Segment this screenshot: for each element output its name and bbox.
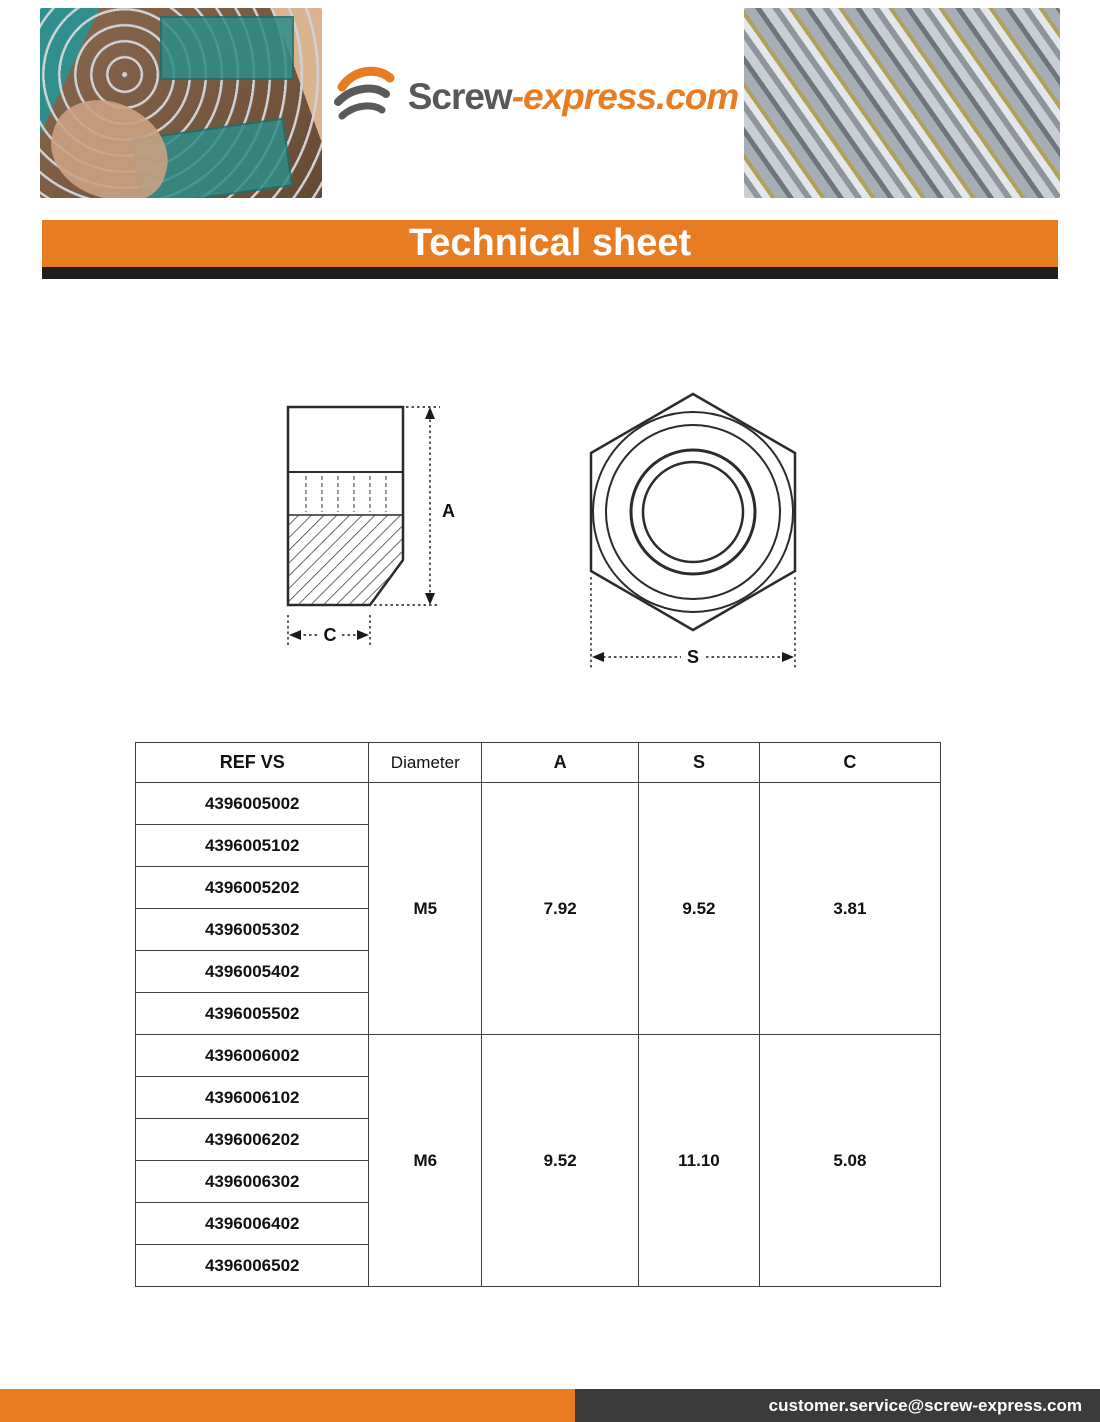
page-title: Technical sheet [408, 222, 692, 264]
ref-cell: 4396006302 [136, 1161, 369, 1203]
brand-name-primary: Screw [407, 75, 512, 117]
nut-top-view-drawing [543, 377, 843, 692]
ref-cell: 4396005302 [136, 909, 369, 951]
title-banner [42, 220, 1058, 267]
ref-cell: 4396005002 [136, 783, 369, 825]
photo-decoration [160, 16, 294, 80]
spec-table-wrap [135, 742, 941, 1287]
col-header-ref: REF VS [136, 743, 369, 783]
banner-underline-bar [42, 267, 1058, 279]
col-header-diameter: Diameter [369, 743, 482, 783]
screw-spiral-icon [328, 63, 400, 130]
c-value-m5: 3.81 [759, 783, 940, 1035]
col-header-a: A [482, 743, 639, 783]
a-value-m5: 7.92 [482, 783, 639, 1035]
header-photo-left [40, 8, 322, 198]
ref-cell: 4396006102 [136, 1077, 369, 1119]
table-header-row [136, 743, 941, 783]
dimension-label-s: S [686, 647, 699, 667]
s-value-m6: 11.10 [639, 1035, 760, 1287]
header-photo-right [744, 8, 1060, 198]
technical-drawings [0, 377, 1100, 692]
spec-table [135, 742, 941, 1287]
a-value-m6: 9.52 [482, 1035, 639, 1287]
brand-logo [322, 8, 744, 130]
col-header-s: S [639, 743, 760, 783]
table-row [136, 1035, 941, 1077]
brand-name-secondary: -express.com [511, 75, 739, 117]
ref-cell: 4396005502 [136, 993, 369, 1035]
diameter-cell-m5: M5 [369, 783, 482, 1035]
nut-side-view-drawing [258, 377, 488, 682]
ref-cell: 4396006002 [136, 1035, 369, 1077]
footer-contact-bar [575, 1389, 1100, 1422]
footer-orange-bar [0, 1389, 575, 1422]
diameter-cell-m6: M6 [369, 1035, 482, 1287]
dimension-label-a: A [441, 501, 455, 521]
ref-cell: 4396006402 [136, 1203, 369, 1245]
photo-decoration [40, 87, 182, 198]
page-footer [0, 1389, 1100, 1422]
c-value-m6: 5.08 [759, 1035, 940, 1287]
ref-cell: 4396005402 [136, 951, 369, 993]
ref-cell: 4396005202 [136, 867, 369, 909]
ref-cell: 4396006202 [136, 1119, 369, 1161]
s-value-m5: 9.52 [639, 783, 760, 1035]
table-row [136, 783, 941, 825]
page-header [0, 0, 1100, 200]
ref-cell: 4396005102 [136, 825, 369, 867]
ref-cell: 4396006502 [136, 1245, 369, 1287]
dimension-label-c: C [323, 625, 336, 645]
col-header-c: C [759, 743, 940, 783]
brand-name [408, 76, 739, 118]
contact-email: customer.service@screw-express.com [768, 1395, 1082, 1415]
